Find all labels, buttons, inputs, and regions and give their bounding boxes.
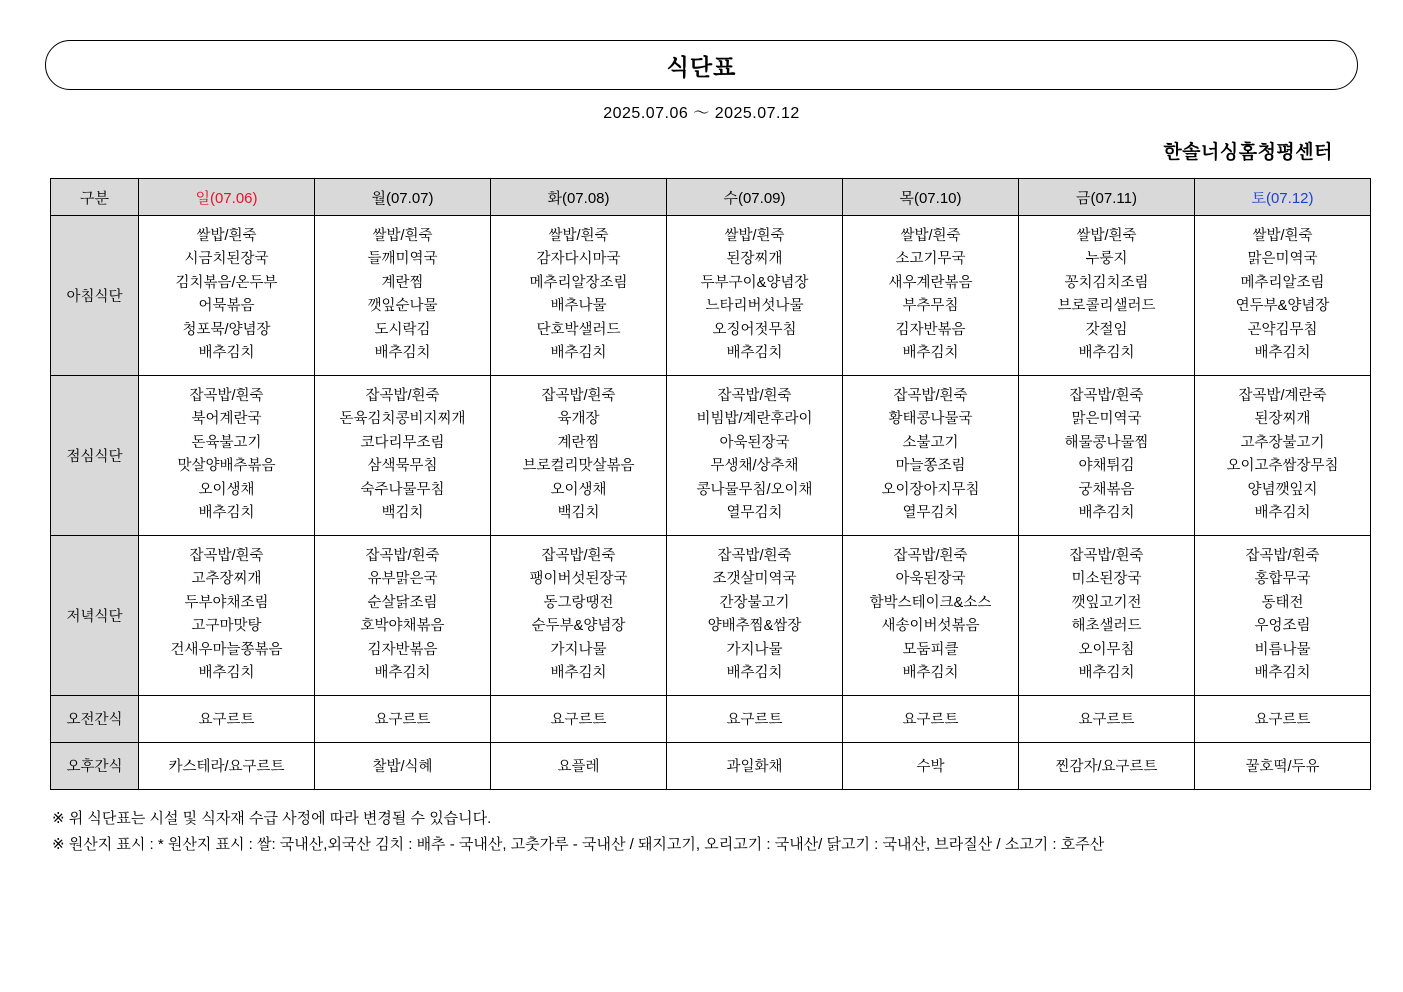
cell-breakfast-sunday: 쌀밥/흰죽 시금치된장국 김치볶음/온두부 어묵볶음 청포묵/양념장 배추김치 xyxy=(139,216,315,376)
table-row-afternoon-snack xyxy=(51,742,1371,789)
cell-dinner-friday: 잡곡밥/흰죽 미소된장국 깻잎고기전 해초샐러드 오이무침 배추김치 xyxy=(1019,535,1195,695)
cell-afternoon-snack-monday: 찰밥/식혜 xyxy=(315,742,491,789)
cell-afternoon-snack-thursday: 수박 xyxy=(843,742,1019,789)
cell-dinner-saturday: 잡곡밥/흰죽 홍합무국 동태전 우엉조림 비름나물 배추김치 xyxy=(1195,535,1371,695)
cell-lunch-sunday: 잡곡밥/흰죽 북어계란국 돈육불고기 맛살양배추볶음 오이생채 배추김치 xyxy=(139,375,315,535)
cell-afternoon-snack-friday: 찐감자/요구르트 xyxy=(1019,742,1195,789)
header-day-wednesday: 수(07.09) xyxy=(667,179,843,216)
cell-morning-snack-tuesday: 요구르트 xyxy=(491,695,667,742)
row-label-afternoon-snack: 오후간식 xyxy=(51,742,139,789)
header-day-saturday: 토(07.12) xyxy=(1195,179,1371,216)
document-title-banner xyxy=(45,40,1358,90)
cell-morning-snack-saturday: 요구르트 xyxy=(1195,695,1371,742)
table-row-lunch xyxy=(51,375,1371,535)
cell-morning-snack-sunday: 요구르트 xyxy=(139,695,315,742)
header-corner: 구분 xyxy=(51,179,139,216)
header-day-monday: 월(07.07) xyxy=(315,179,491,216)
cell-afternoon-snack-sunday: 카스테라/요구르트 xyxy=(139,742,315,789)
cell-lunch-wednesday: 잡곡밥/흰죽 비빔밥/계란후라이 아욱된장국 무생채/상추채 콩나물무침/오이채 열무김치 xyxy=(667,375,843,535)
header-day-thursday: 목(07.10) xyxy=(843,179,1019,216)
cell-afternoon-snack-saturday: 꿀호떡/두유 xyxy=(1195,742,1371,789)
cell-morning-snack-friday: 요구르트 xyxy=(1019,695,1195,742)
table-row-morning-snack xyxy=(51,695,1371,742)
row-label-breakfast: 아침식단 xyxy=(51,216,139,376)
weekly-menu-table xyxy=(50,178,1371,790)
cell-breakfast-friday: 쌀밥/흰죽 누룽지 꽁치김치조림 브로콜리샐러드 갓절임 배추김치 xyxy=(1019,216,1195,376)
cell-lunch-tuesday: 잡곡밥/흰죽 육개장 계란찜 브로컬리맛살볶음 오이생채 백김치 xyxy=(491,375,667,535)
table-row-breakfast xyxy=(51,216,1371,376)
cell-afternoon-snack-wednesday: 과일화채 xyxy=(667,742,843,789)
cell-lunch-thursday: 잡곡밥/흰죽 황태콩나물국 소불고기 마늘쫑조림 오이장아지무침 열무김치 xyxy=(843,375,1019,535)
cell-lunch-saturday: 잡곡밥/계란죽 된장찌개 고추장불고기 오이고추쌈장무침 양념깻잎지 배추김치 xyxy=(1195,375,1371,535)
table-header-row xyxy=(51,179,1371,216)
cell-breakfast-thursday: 쌀밥/흰죽 소고기무국 새우계란볶음 부추무침 김자반볶음 배추김치 xyxy=(843,216,1019,376)
cell-dinner-monday: 잡곡밥/흰죽 유부맑은국 순살닭조림 호박야채볶음 김자반볶음 배추김치 xyxy=(315,535,491,695)
note-origin-info: ※ 원산지 표시 : * 원산지 표시 : 쌀: 국내산,외국산 김치 : 배추 - 국내산, 고춧가루 - 국내산 / 돼지고기, 오리고기 : 국내산/ 닭고기 : 국내산, 브라질산 / 소고기 : 호주산 xyxy=(52,835,1105,853)
row-label-morning-snack: 오전간식 xyxy=(51,695,139,742)
cell-dinner-tuesday: 잡곡밥/흰죽 팽이버섯된장국 동그랑땡전 순두부&양념장 가지나물 배추김치 xyxy=(491,535,667,695)
cell-morning-snack-wednesday: 요구르트 xyxy=(667,695,843,742)
cell-breakfast-monday: 쌀밥/흰죽 들깨미역국 계란찜 깻잎순나물 도시락김 배추김치 xyxy=(315,216,491,376)
cell-lunch-friday: 잡곡밥/흰죽 맑은미역국 해물콩나물찜 야채튀김 궁채볶음 배추김치 xyxy=(1019,375,1195,535)
footer-notes xyxy=(52,806,1363,859)
cell-breakfast-saturday: 쌀밥/흰죽 맑은미역국 메추리알조림 연두부&양념장 곤약김무침 배추김치 xyxy=(1195,216,1371,376)
cell-dinner-sunday: 잡곡밥/흰죽 고추장찌개 두부야채조림 고구마맛탕 건새우마늘쫑볶음 배추김치 xyxy=(139,535,315,695)
cell-lunch-monday: 잡곡밥/흰죽 돈육김치콩비지찌개 코다리무조림 삼색묵무침 숙주나물무침 백김치 xyxy=(315,375,491,535)
table-row-dinner xyxy=(51,535,1371,695)
cell-dinner-thursday: 잡곡밥/흰죽 아욱된장국 함박스테이크&소스 새송이버섯볶음 모둠피클 배추김치 xyxy=(843,535,1019,695)
row-label-lunch: 점심식단 xyxy=(51,375,139,535)
row-label-dinner: 저녁식단 xyxy=(51,535,139,695)
header-day-friday: 금(07.11) xyxy=(1019,179,1195,216)
cell-breakfast-tuesday: 쌀밥/흰죽 감자다시마국 메추리알장조림 배추나물 단호박샐러드 배추김치 xyxy=(491,216,667,376)
cell-morning-snack-thursday: 요구르트 xyxy=(843,695,1019,742)
header-day-tuesday: 화(07.08) xyxy=(491,179,667,216)
cell-afternoon-snack-tuesday: 요플레 xyxy=(491,742,667,789)
cell-breakfast-wednesday: 쌀밥/흰죽 된장찌개 두부구이&양념장 느타리버섯나물 오징어젓무침 배추김치 xyxy=(667,216,843,376)
cell-morning-snack-monday: 요구르트 xyxy=(315,695,491,742)
page-title: 식단표 xyxy=(666,53,737,80)
date-range: 2025.07.06 ～ 2025.07.12 xyxy=(603,105,800,122)
cell-dinner-wednesday: 잡곡밥/흰죽 조갯살미역국 간장불고기 양배추찜&쌈장 가지나물 배추김치 xyxy=(667,535,843,695)
note-change-disclaimer: ※ 위 식단표는 시설 및 식자재 수급 사정에 따라 변경될 수 있습니다. xyxy=(52,809,492,827)
center-name: 한솔너싱홈청평센터 xyxy=(1163,142,1333,163)
header-day-sunday: 일(07.06) xyxy=(139,179,315,216)
